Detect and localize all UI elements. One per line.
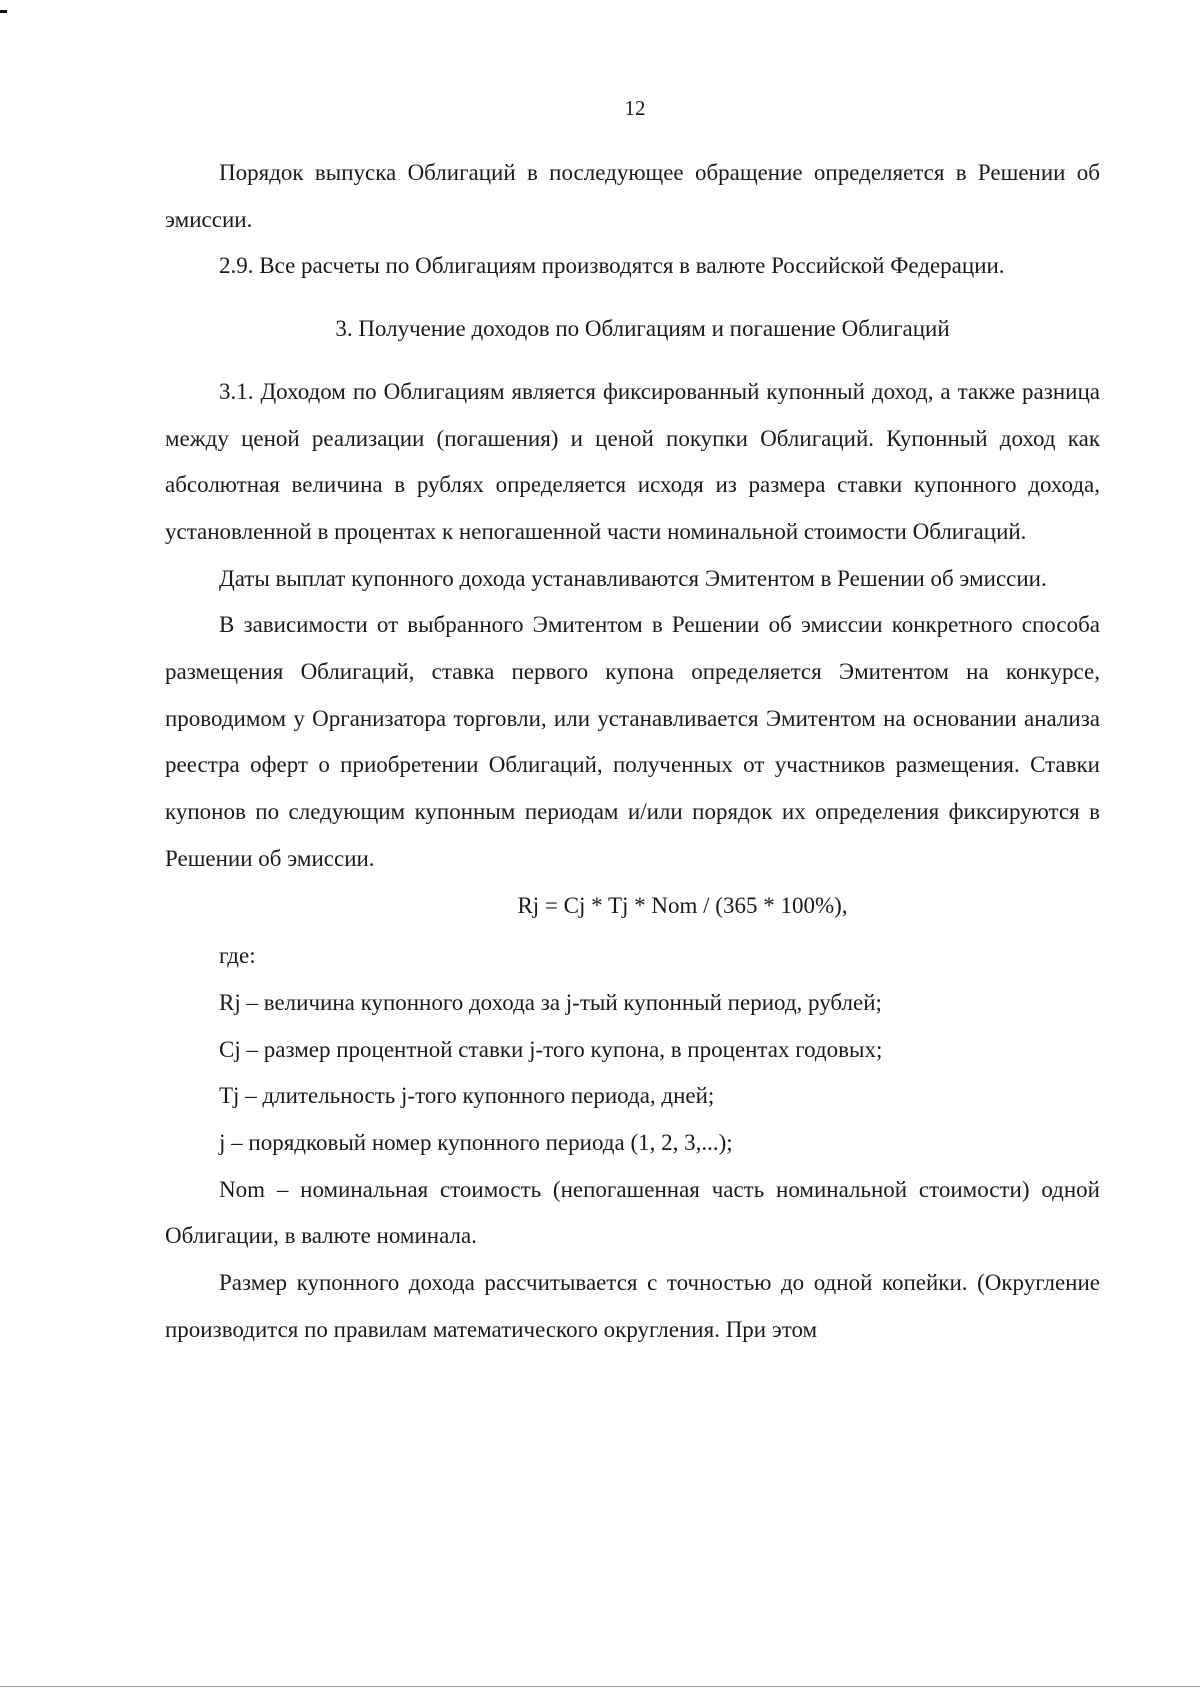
definition-cj: Cj – размер процентной ставки j-того купона, в процентах годовых; xyxy=(219,1036,883,1062)
paragraph-rounding: Размер купонного дохода рассчитывается с точностью до одной копейки. (Округление производится по правилам математического округления. При этом xyxy=(165,1270,1100,1342)
paragraph-coupon-dates: Даты выплат купонного дохода устанавливаются Эмитентом в Решении об эмиссии. xyxy=(219,565,1047,591)
paragraph-3-1-income: 3.1. Доходом по Облигациям является фиксированный купонный доход, а также разница между ценой реализации (погашения) и ценой покупки Облигаций. Купонный доход как абсолютная величина в рублях определяется исходя из размера ставки купонного дохода, установленной в процентах к непогашенной части номинальной стоимости Облигаций. xyxy=(165,378,1100,544)
paragraph-issuance-order: Порядок выпуска Облигаций в последующее обращение определяется в Решении об эмиссии. xyxy=(165,160,1100,232)
paragraph-2-9-settlements: 2.9. Все расчеты по Облигациям производятся в валюте Российской Федерации. xyxy=(219,253,1005,279)
paragraph-coupon-rate: В зависимости от выбранного Эмитентом в Решении об эмиссии конкретного способа размещения Облигаций, ставка первого купона определяется Эмитентом на конкурсе, проводимом у Организатора торговли, или устанавливается Эмитентом на основании анализа реестра оферт о приобретении Облигаций, полученных от участников размещения. Ставки купонов по следующим купонным периодам и/или порядок их определения фиксируются в Решении об эмиссии. xyxy=(165,612,1100,871)
definition-tj: Tj – длительность j-того купонного периода, дней; xyxy=(219,1083,715,1109)
page-number: 12 xyxy=(624,96,646,120)
where-label: где: xyxy=(219,943,256,969)
scan-corner-mark xyxy=(0,10,7,13)
definition-j: j – порядковый номер купонного периода (1, 2, 3,...); xyxy=(219,1130,733,1156)
definition-nom: Nom – номинальная стоимость (непогашенная часть номинальной стоимости) одной Облигации, в валюте номинала. xyxy=(165,1176,1100,1249)
page-bottom-divider xyxy=(0,1686,1200,1687)
definition-rj: Rj – величина купонного дохода за j-тый купонный период, рублей; xyxy=(219,989,882,1015)
section-3-heading: 3. Получение доходов по Облигациям и погашение Облигаций xyxy=(335,316,950,342)
document-body xyxy=(165,150,1100,1354)
coupon-formula: Rj = Cj * Tj * Nom / (365 * 100%), xyxy=(517,892,848,918)
